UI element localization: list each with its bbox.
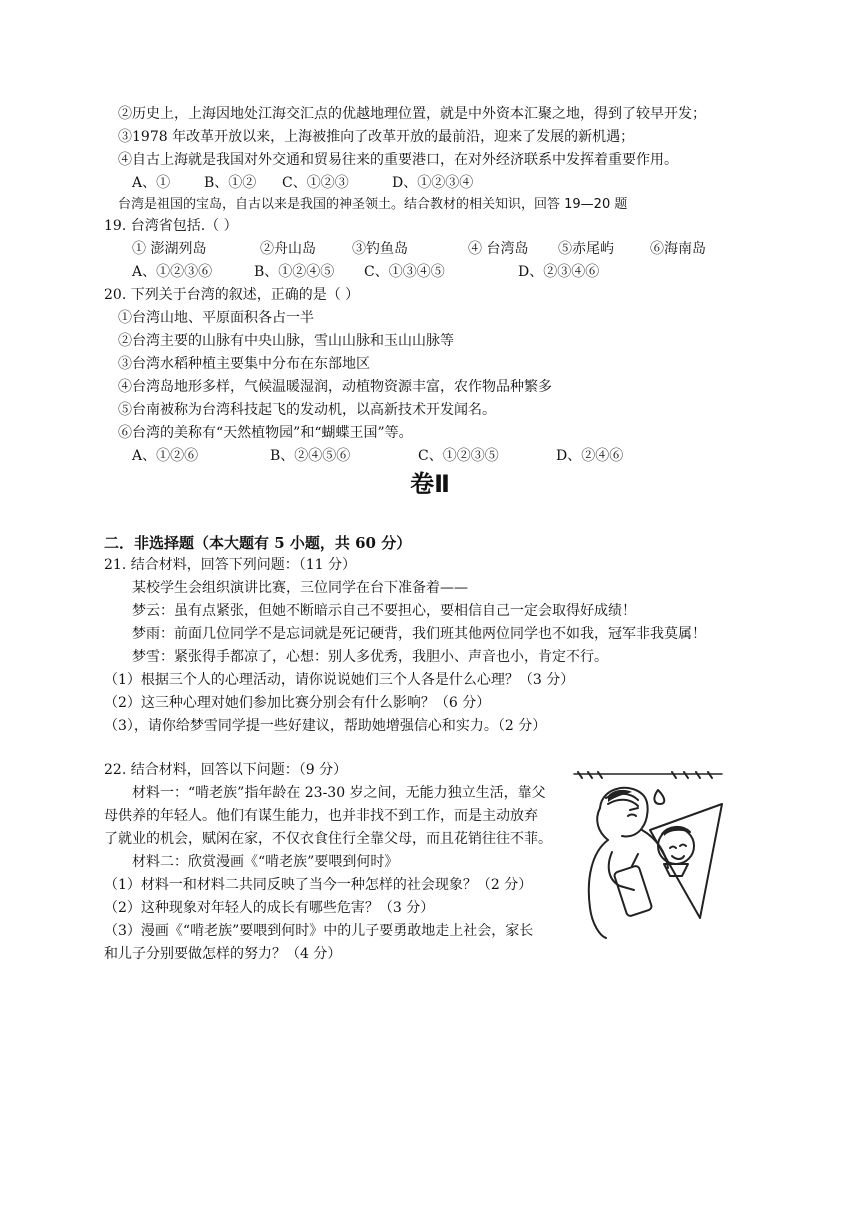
q22-question: （3）漫画《“啃老族”要喂到何时》中的儿子要勇敢地走上社会，家长: [104, 923, 534, 939]
q22-material-line: 材料二：欣赏漫画《“啃老族”要喂到何时》: [132, 854, 399, 870]
q19-stem: 19. 台湾省包括.（ ）: [104, 218, 238, 234]
option-c: C、①③④⑤: [364, 264, 445, 280]
q19-item: ⑤赤尾屿: [558, 241, 614, 257]
intro-item-3: ③1978 年改革开放以来，上海被推向了改革开放的最前沿，迎来了发展的新机遇；: [118, 129, 635, 145]
q21-stem: 21. 结合材料，回答下列问题：（11 分）: [104, 557, 356, 573]
option-d: D、①②③④: [392, 175, 474, 191]
option-b: B、①②④⑤: [254, 264, 335, 280]
q21-question: （3），请你给梦雪同学提一些好建议，帮助她增强信心和实力。（2 分）: [104, 718, 547, 734]
q22-material-line: 母供养的年轻人。他们有谋生能力，也并非找不到工作，而是主动放弃: [104, 808, 538, 824]
option-b: B、①②: [204, 175, 257, 191]
volume-title: 卷Ⅱ: [410, 470, 450, 498]
q22-question: （1）材料一和材料二共同反映了当今一种怎样的社会现象？（2 分）: [104, 877, 533, 893]
option-a: A、①②⑥: [132, 448, 199, 464]
q21-material-line: 梦雪：紧张得手都凉了，心想：别人多优秀，我胆小、声音也小，肯定不行。: [132, 649, 608, 665]
q20-stem: 20. 下列关于台湾的叙述，正确的是（ ）: [104, 287, 360, 303]
q20-item: ③台湾水稻种植主要集中分布在东部地区: [118, 356, 370, 372]
q19-item: ③钓鱼岛: [352, 241, 408, 257]
q22-question: （2）这种现象对年轻人的成长有哪些危害？（3 分）: [104, 900, 435, 916]
option-c: C、①②③: [282, 175, 349, 191]
option-b: B、②④⑤⑥: [270, 448, 351, 464]
q20-item: ⑤台南被称为台湾科技起飞的发动机，以高新技术开发闻名。: [118, 402, 496, 418]
cartoon-illustration: [572, 768, 726, 940]
intro-item-4: ④自古上海就是我国对外交通和贸易往来的重要港口，在对外经济联系中发挥着重要作用。: [118, 152, 678, 168]
q20-item: ②台湾主要的山脉有中央山脉，雪山山脉和玉山山脉等: [118, 333, 454, 349]
q21-material-line: 梦云：虽有点紧张，但她不断暗示自己不要担心，要相信自己一定会取得好成绩！: [132, 603, 636, 619]
option-c: C、①②③⑤: [418, 448, 499, 464]
q21-material-line: 梦雨：前面几位同学不是忘词就是死记硬背，我们班其他两位同学也不如我，冠军非我莫属！: [132, 626, 706, 642]
taiwan-note: 台湾是祖国的宝岛，自古以来是我国的神圣领土。结合教材的相关知识，回答 19—20 题: [118, 197, 628, 212]
q21-question: （2）这三种心理对她们参加比赛分别会有什么影响？（6 分）: [104, 695, 491, 711]
q19-item: ④ 台湾岛: [468, 241, 529, 257]
q22-stem: 22. 结合材料，回答以下问题：（9 分）: [104, 762, 348, 778]
intro-item-2: ②历史上，上海因地处江海交汇点的优越地理位置，就是中外资本汇聚之地，得到了较早开发；: [118, 106, 706, 122]
option-a: A、①②③⑥: [132, 264, 213, 280]
option-d: D、②④⑥: [556, 448, 624, 464]
q20-item: ⑥台湾的美称有“天然植物园”和“蝴蝶王国”等。: [118, 425, 413, 441]
q19-item: ① 澎湖列岛: [132, 241, 207, 257]
option-a: A、①: [132, 175, 171, 191]
q22-question: 和儿子分别要做怎样的努力？（4 分）: [104, 946, 342, 962]
q22-material-line: 材料一：“啃老族”指年龄在 23-30 岁之间，无能力独立生活，靠父: [132, 785, 546, 801]
option-d: D、②③④⑥: [518, 264, 600, 280]
q21-material-line: 某校学生会组织演讲比赛，三位同学在台下准备着——: [132, 580, 468, 596]
q20-item: ①台湾山地、平原面积各占一半: [118, 310, 314, 326]
q19-item: ⑥海南岛: [650, 241, 706, 257]
q19-item: ②舟山岛: [260, 241, 316, 257]
section-heading: 二．非选择题（本大题有 5 小题，共 60 分）: [104, 534, 412, 552]
q22-material-line: 了就业的机会，赋闲在家，不仅衣食住行全靠父母，而且花销往往不菲。: [104, 831, 552, 847]
q21-question: （1）根据三个人的心理活动，请你说说她们三个人各是什么心理？（3 分）: [104, 672, 575, 688]
q20-item: ④台湾岛地形多样，气候温暖湿润，动植物资源丰富，农作物品种繁多: [118, 379, 552, 395]
